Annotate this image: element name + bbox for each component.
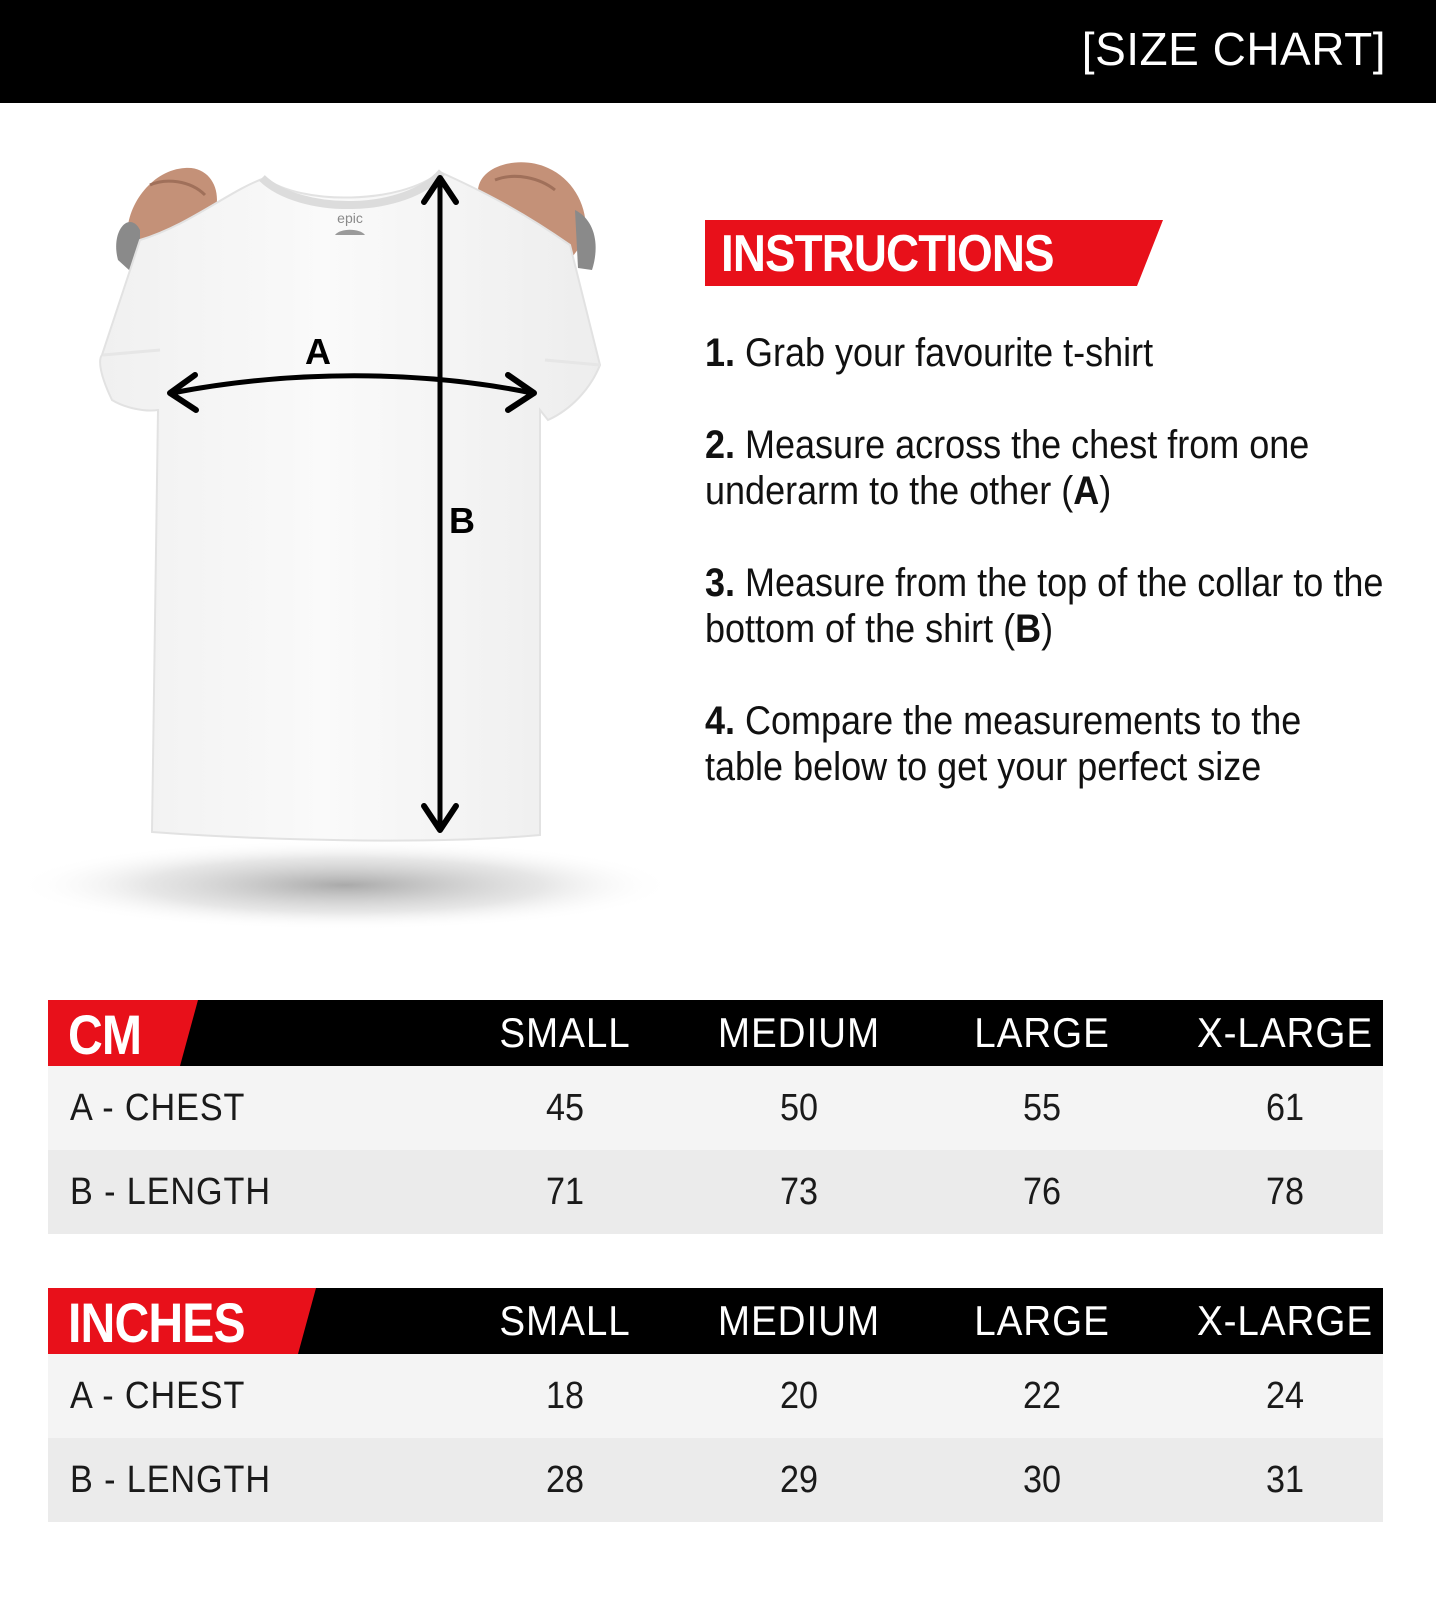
step-text-end: ) (1041, 607, 1054, 651)
table-cell: 20 (779, 1375, 819, 1417)
column-header: MEDIUM (717, 1009, 881, 1056)
size-table-inches (48, 1288, 1383, 1522)
column-header: LARGE (974, 1009, 1110, 1056)
table-row (48, 1438, 1383, 1522)
label-a: A (305, 331, 331, 372)
table-cell: 71 (545, 1171, 585, 1213)
instructions-heading: INSTRUCTIONS (721, 225, 1054, 283)
step-text: Compare the measurements to the table below to get your perfect size (705, 699, 1302, 789)
row-label: B - LENGTH (70, 1459, 271, 1501)
step-text: Measure across the chest from one underarm to the other ( (705, 423, 1310, 513)
step-text-end: ) (1099, 469, 1112, 513)
column-header: X-LARGE (1196, 1009, 1374, 1056)
size-table-cm (48, 1000, 1383, 1234)
shirt-tag: epic (337, 210, 363, 226)
table-row (48, 1066, 1383, 1150)
step-ref: A (1073, 469, 1100, 513)
step-text: Measure from the top of the collar to the bottom of the shirt ( (705, 561, 1384, 651)
step-1 (705, 330, 1389, 376)
table-cell: 45 (545, 1087, 585, 1129)
table-cell: 30 (1022, 1459, 1062, 1501)
column-header: SMALL (499, 1297, 631, 1344)
instruction-steps (705, 330, 1395, 836)
table-cell: 22 (1022, 1375, 1062, 1417)
table-row (48, 1150, 1383, 1234)
column-header: SMALL (499, 1009, 631, 1056)
table-cell: 61 (1265, 1087, 1305, 1129)
step-number: 2. (705, 423, 736, 467)
shirt-shadow (15, 840, 675, 930)
table-cell: 73 (779, 1171, 819, 1213)
shirt-body (100, 172, 600, 841)
table-row (48, 1354, 1383, 1438)
table-cell: 55 (1022, 1087, 1062, 1129)
page-title: [SIZE CHART] (1081, 23, 1386, 75)
header-bar (0, 0, 1436, 103)
label-b: B (449, 500, 475, 541)
step-2 (705, 422, 1389, 514)
table-header (48, 1288, 1383, 1354)
table-cell: 76 (1022, 1171, 1062, 1213)
column-header: X-LARGE (1196, 1297, 1374, 1344)
step-number: 3. (705, 561, 736, 605)
row-label: A - CHEST (70, 1375, 246, 1417)
unit-label: CM (68, 1003, 142, 1066)
table-cell: 24 (1265, 1375, 1305, 1417)
row-label: B - LENGTH (70, 1171, 271, 1213)
table-cell: 31 (1265, 1459, 1305, 1501)
step-3 (705, 560, 1389, 652)
table-cell: 78 (1265, 1171, 1305, 1213)
unit-label: INCHES (68, 1291, 245, 1354)
tshirt-illustration (0, 150, 680, 950)
table-cell: 50 (779, 1087, 819, 1129)
step-4 (705, 698, 1389, 790)
step-ref: B (1015, 607, 1042, 651)
table-cell: 18 (545, 1375, 585, 1417)
table-cell: 28 (545, 1459, 585, 1501)
step-number: 1. (705, 331, 736, 375)
instructions-heading-badge (705, 220, 1165, 286)
step-text: Grab your favourite t-shirt (735, 331, 1154, 375)
column-header: MEDIUM (717, 1297, 881, 1344)
column-header: LARGE (974, 1297, 1110, 1344)
table-cell: 29 (779, 1459, 819, 1501)
step-number: 4. (705, 699, 736, 743)
table-header (48, 1000, 1383, 1066)
tshirt-diagram (0, 150, 680, 950)
row-label: A - CHEST (70, 1087, 246, 1129)
